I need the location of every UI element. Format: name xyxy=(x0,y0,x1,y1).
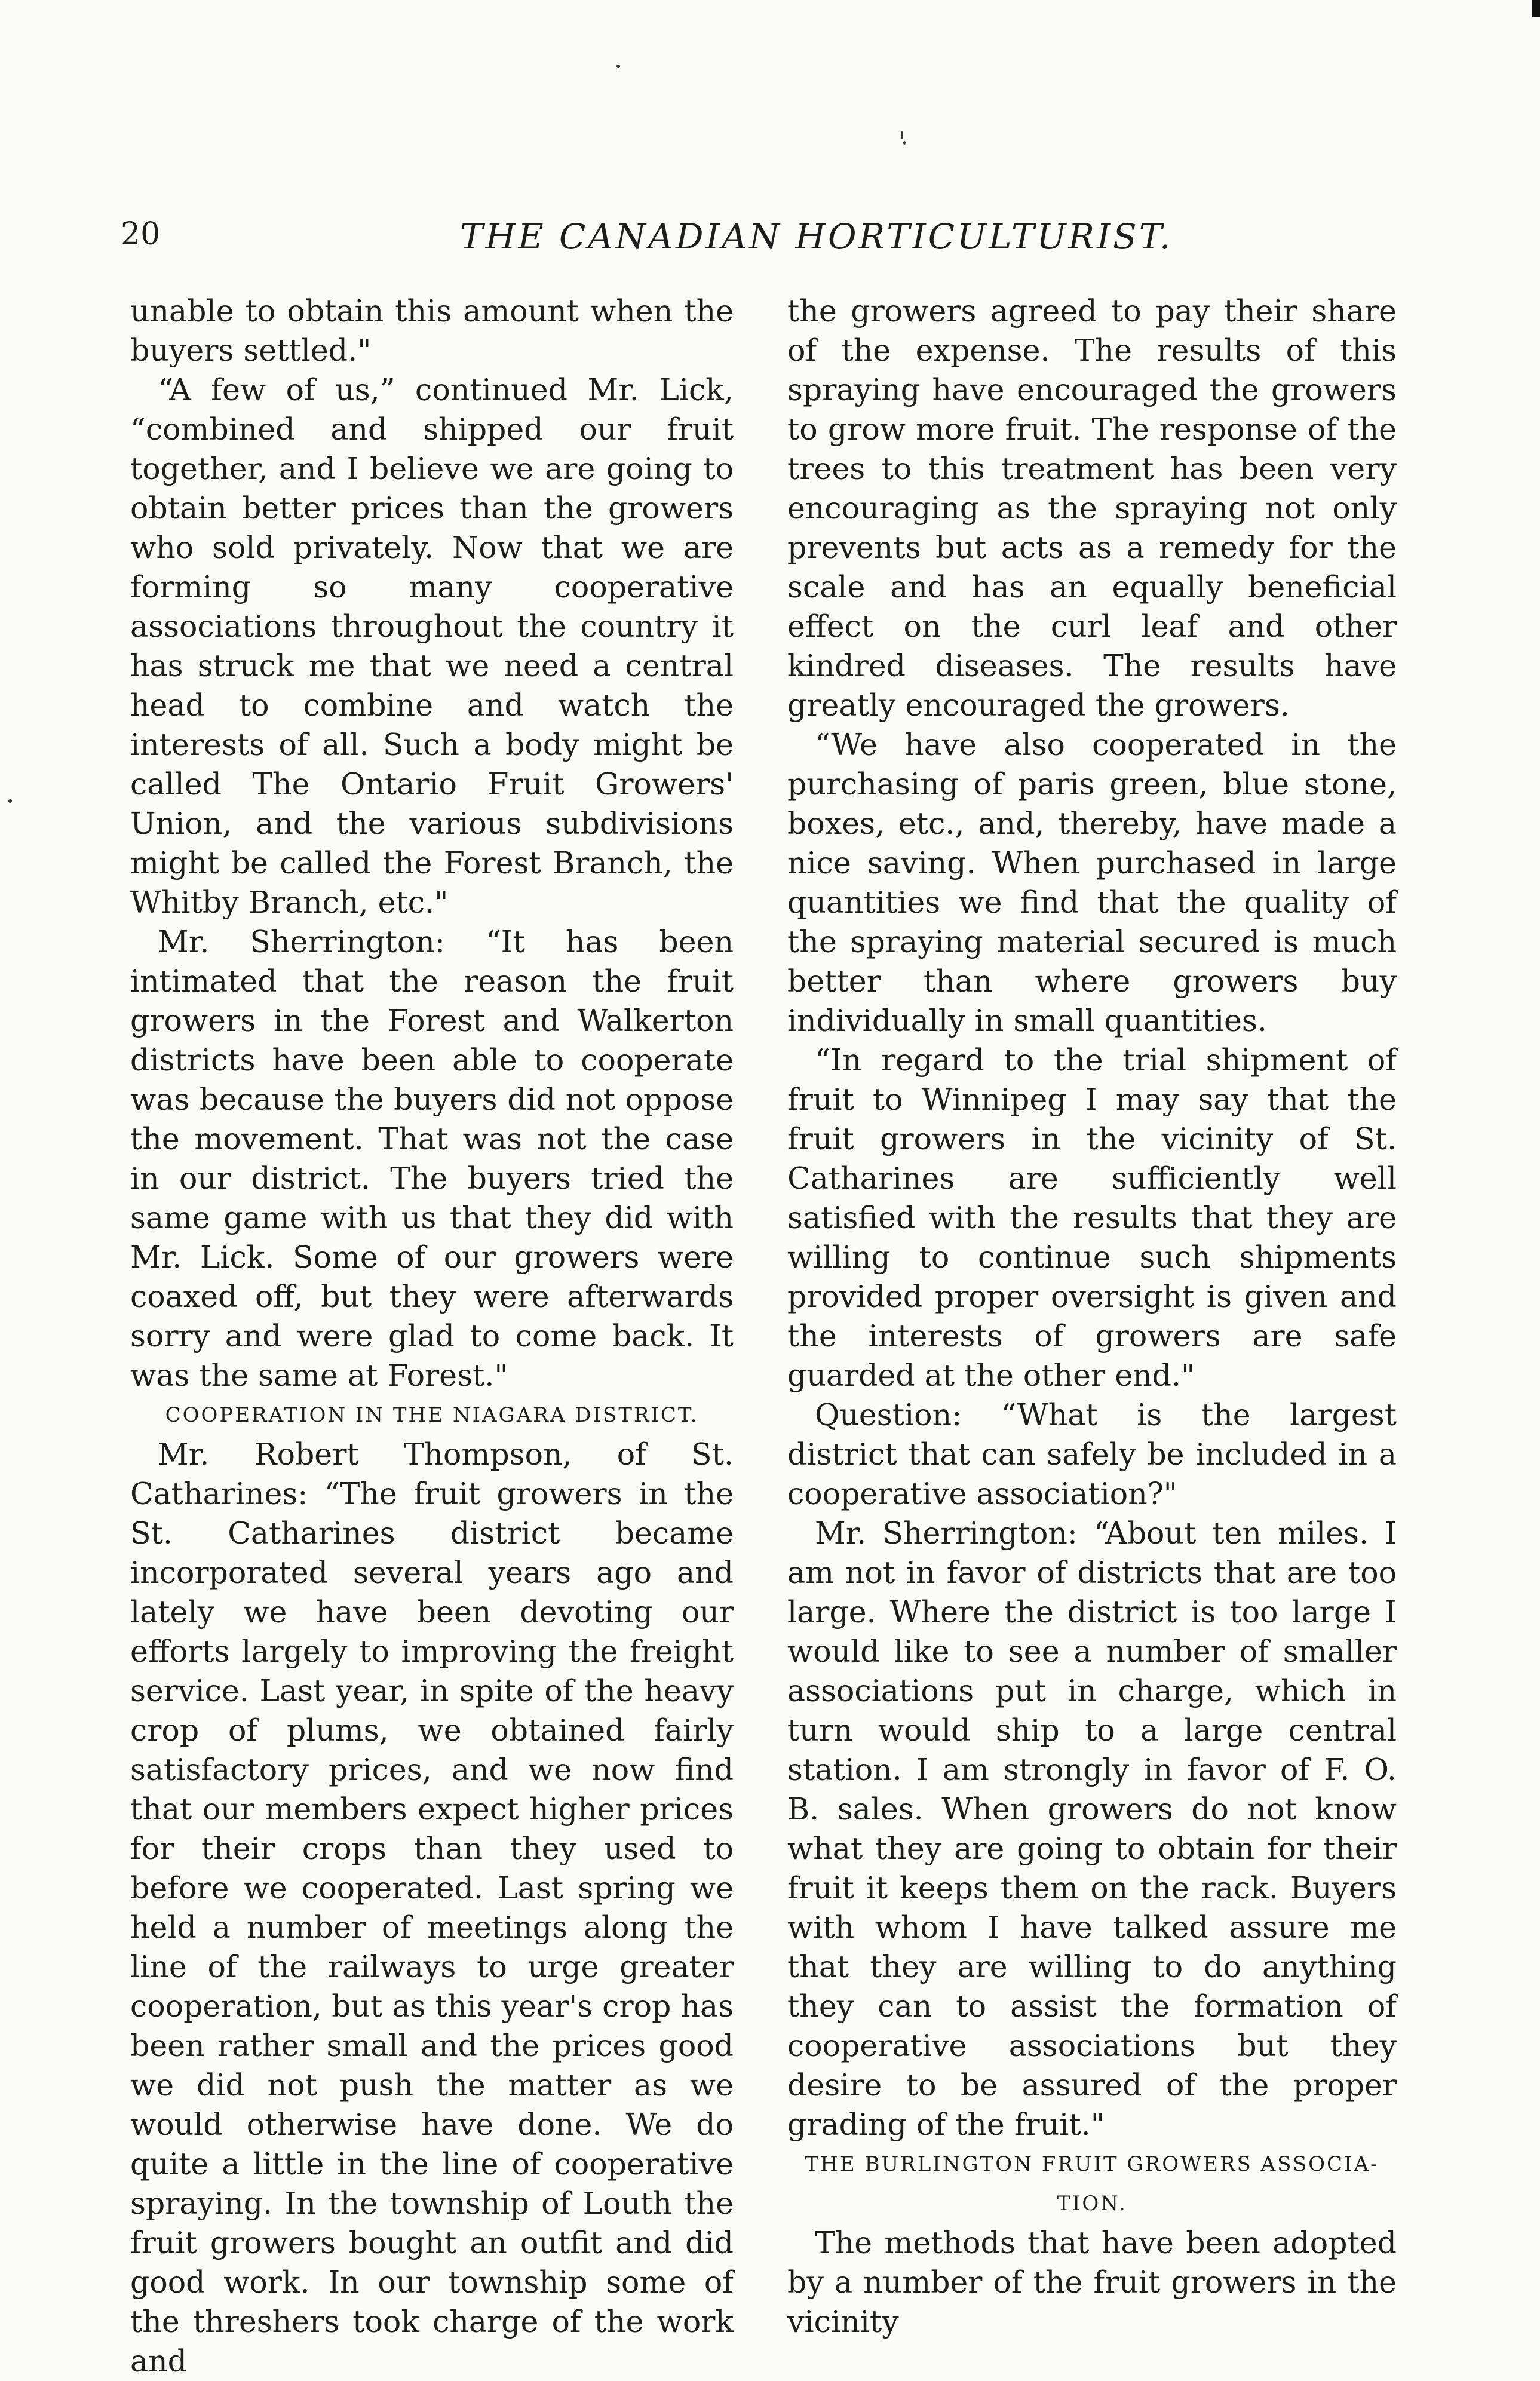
page-edge-mark xyxy=(1532,0,1540,17)
ink-speck xyxy=(903,141,906,145)
right-column xyxy=(787,292,1397,2342)
ink-speck xyxy=(901,131,903,139)
left-column xyxy=(130,292,734,2381)
paragraph: the growers agreed to pay their share of the expense. The results of this spraying have encouraged the growers to grow more fruit. The response of the trees to this treatment has been very encouraging as the spraying not only prevents but acts as a remedy for the scale and has an equally beneficial effect on the curl leaf and other kindred diseases. The results have greatly encouraged the growers. xyxy=(787,293,1397,723)
paragraph: Mr. Robert Thompson, of St. Catharines: “The fruit growers in the St. Catharines district became incorporated several years ago and lately we have been devoting our efforts largely to improving the freight service. Last year, in spite of the heavy crop of plums, we obtained fairly satisfactory prices, and we now find that our members expect higher prices for their crops than they used to before we cooperated. Last spring we held a number of meetings along the line of the railways to urge greater cooperation, but as this year's crop has been rather small and the prices good we did not push the matter as we would otherwise have done. We do quite a little in the line of cooperative spraying. In the township of Louth the fruit growers bought an outfit and did good work. In our township some of the threshers took charge of the work and xyxy=(130,1437,734,2379)
paragraph: Question: “What is the largest district that can safely be included in a cooperative association?" xyxy=(787,1397,1397,1511)
paragraph: The methods that have been adopted by a number of the fruit growers in the vicinity xyxy=(787,2225,1397,2339)
ink-speck xyxy=(616,65,620,68)
page-number: 20 xyxy=(121,216,161,252)
ink-speck xyxy=(8,799,12,803)
paragraph: “In regard to the trial shipment of fruit to Winnipeg I may say that the fruit growers in the vicinity of St. Catharines are sufficiently well satisfied with the results that they are willing to continue such shipments provided proper oversight is given and the interests of growers are safe guarded at the other end." xyxy=(787,1042,1397,1393)
section-heading: COOPERATION IN THE NIAGARA DISTRICT. xyxy=(165,1403,699,1427)
section-heading: THE BURLINGTON FRUIT GROWERS ASSOCIA- xyxy=(805,2152,1379,2176)
running-title: THE CANADIAN HORTICULTURIST. xyxy=(460,216,1173,257)
paragraph: unable to obtain this amount when the buyers settled." xyxy=(130,293,734,368)
paragraph: Mr. Sherrington: “About ten miles. I am not in favor of districts that are too large. Where the district is too large I would like to see a number of smaller associations put in charge, which in turn would ship to a large central station. I am strongly in favor of F. O. B. sales. When growers do not know what they are going to obtain for their fruit it keeps them on the rack. Buyers with whom I have talked assure me that they are willing to do anything they can to assist the formation of cooperative associations but they desire to be assured of the proper grading of the fruit." xyxy=(787,1515,1397,2142)
paragraph: “A few of us,” continued Mr. Lick, “combined and shipped our fruit together, and I believe we are going to obtain better prices than the growers who sold privately. Now that we are forming so many cooperative associations throughout the country it has struck me that we need a central head to combine and watch the interests of all. Such a body might be called The Ontario Fruit Growers' Union, and the various subdivisions might be called the Forest Branch, the Whitby Branch, etc." xyxy=(130,372,734,920)
paragraph: “We have also cooperated in the purchasing of paris green, blue stone, boxes, etc., and, thereby, have made a nice saving. When purchased in large quantities we find that the quality of the spraying material secured is much better than where growers buy individually in small quantities. xyxy=(787,727,1397,1038)
section-heading-continued: TION. xyxy=(1057,2192,1127,2216)
paragraph: Mr. Sherrington: “It has been intimated that the reason the fruit growers in the Forest and Walkerton districts have been able to cooperate was because the buyers did not oppose the movement. That was not the case in our district. The buyers tried the same game with us that they did with Mr. Lick. Some of our growers were coaxed off, but they were afterwards sorry and were glad to come back. It was the same at Forest." xyxy=(130,924,734,1393)
